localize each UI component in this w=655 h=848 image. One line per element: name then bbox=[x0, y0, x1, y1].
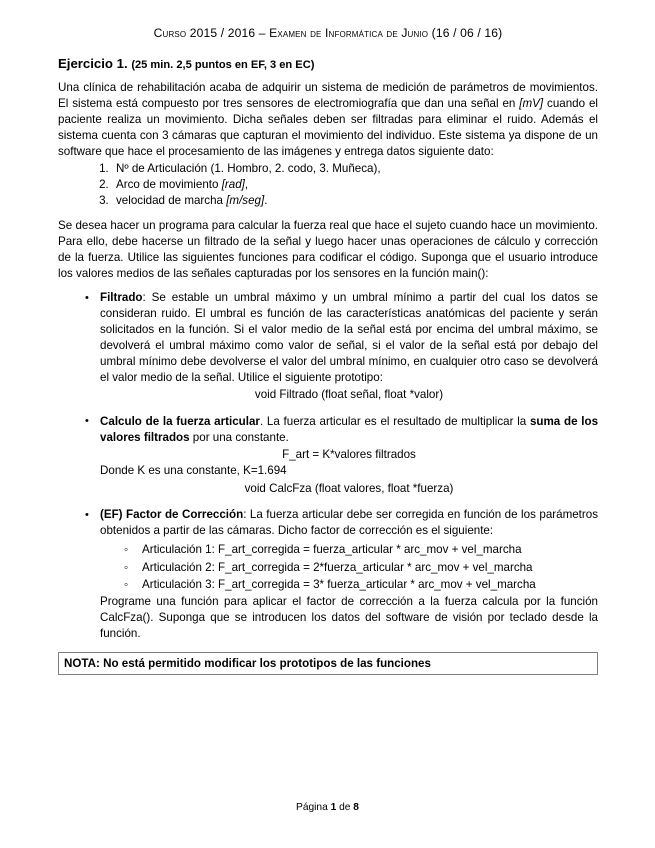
list-item-suffix: . bbox=[264, 194, 268, 208]
intro-part-2: cuando el paciente realiza un movimiento. Dicha señales deben ser filtradas para eliminar el ruido. Además el sistema cuenta con 3 cámaras que capturan el movimiento del individuo. Este sistema ya dispone de un software que hace el procesamiento de las imágenes y entrega datos siguiente dato: bbox=[58, 96, 598, 158]
bullet-filtrado bbox=[58, 290, 598, 404]
calcfza-prototype: void CalcFza (float valores, float *fuerza) bbox=[244, 481, 454, 495]
bullet-factor-label: (EF) Factor de Corrección bbox=[100, 508, 244, 522]
bullet-calculo-label: Calculo de la fuerza articular bbox=[100, 414, 260, 428]
nota-text: NOTA: No está permitido modificar los prototipos de las funciones bbox=[64, 657, 431, 670]
calculo-constant: Donde K es una constante, K=1.694 bbox=[100, 464, 287, 478]
exercise-title-main: Ejercicio 1. bbox=[58, 55, 128, 71]
factor-closing-text: Programe una función para aplicar el factor de corrección a la fuerza calcula por la función CalcFza(). Suponga que se introducen los datos del software de visión por teclado desde la función. bbox=[100, 595, 598, 640]
list-item-text: Arco de movimiento bbox=[116, 177, 222, 191]
bullet-filtrado-body: : Se estable un umbral máximo y un umbral mínimo a partir del cual los datos se consideran ruido. El umbral es función de las características anatómicas del paciente y serán solicitados en la función. Si el valor medio de la señal está por encima del umbral máximo, se devolverá el umbral máximo como valor de señal, si el valor de la señal está por debajo del umbral mínimo debe devolverse el valor del umbral mínimo, en cualquier otro caso se devolverá el valor medio de la señal. Utilice el siguiente prototipo: bbox=[100, 291, 598, 385]
nota-box bbox=[58, 652, 598, 675]
sub-list-item: ◦ Articulación 3: F_art_corregida = 3* fuerza_articular * arc_mov + vel_marcha bbox=[100, 576, 598, 593]
bullet-calculo bbox=[58, 414, 598, 498]
sub-list-item: ◦ Articulación 2: F_art_corregida = 2*fuerza_articular * arc_mov + vel_marcha bbox=[100, 559, 598, 576]
exercise-title-detail: (25 min. 2,5 puntos en EF, 3 en EC) bbox=[131, 58, 315, 71]
footer-total-pages: 8 bbox=[353, 802, 359, 813]
bullet-calculo-body-bold: suma de los valores filtrados bbox=[100, 414, 599, 444]
intro-part-1: Una clínica de rehabilitación acaba de adquirir un sistema de medición de parámetros de movimientos. El sistema está compuesto por tres sensores de electromiografía que dan una señal en bbox=[58, 80, 598, 110]
bullet-filtrado-label: Filtrado bbox=[100, 291, 143, 305]
list-item bbox=[112, 193, 598, 209]
intro-paragraph bbox=[58, 80, 598, 160]
list-item-text: velocidad de marcha bbox=[116, 194, 227, 208]
page-footer bbox=[0, 802, 655, 813]
bullet-factor-body: : La fuerza articular debe ser corregida en función de los parámetros obtenidos a partir de las cámaras. Dicho factor de corrección es el siguiente: bbox=[100, 508, 599, 538]
footer-middle: de bbox=[336, 802, 354, 813]
document-content bbox=[58, 26, 598, 675]
calculo-formula: F_art = K*valores filtrados bbox=[282, 447, 416, 461]
list-item bbox=[112, 161, 598, 177]
list-item-text: Nº de Articulación (1. Hombro, 2. codo, 3. Muñeca), bbox=[116, 161, 381, 175]
intro-unit-mv: [mV] bbox=[519, 96, 544, 110]
list-item-unit: [m/seg] bbox=[226, 194, 265, 208]
second-paragraph: Se desea hacer un programa para calcular la fuerza real que hace el sujeto cuando hace un movimiento. Para ello, debe hacerse un filtrado de la señal y luego hacer unas operaciones de cálculo y corrección de la fuerza. Utilice las siguientes funciones para codificar el código. Suponga que el usuario introduce los valores medios de las señales capturadas por los sensores en la función main(): bbox=[58, 219, 598, 281]
list-item bbox=[112, 177, 598, 193]
bullet-factor-correccion bbox=[58, 507, 598, 642]
filtrado-prototype: void Filtrado (float señal, float *valor) bbox=[254, 388, 444, 402]
bullet-calculo-body-1: . La fuerza articular es el resultado de multiplicar la bbox=[259, 414, 530, 428]
articulation-sublist bbox=[100, 541, 598, 593]
exercise-title bbox=[58, 54, 598, 74]
data-output-list bbox=[58, 161, 598, 210]
sub-list-item: ◦ Articulación 1: F_art_corregida = fuerza_articular * arc_mov + vel_marcha bbox=[100, 541, 598, 558]
footer-prefix: Página bbox=[296, 802, 331, 813]
list-item-unit: [rad] bbox=[221, 177, 245, 191]
functions-bullet-list bbox=[58, 290, 598, 642]
document-header: Curso 2015 / 2016 – Examen de Informática de Junio (16 / 06 / 16) bbox=[153, 26, 503, 40]
bullet-calculo-body-2: por una constante. bbox=[189, 430, 289, 444]
footer-page-number: 1 bbox=[330, 802, 337, 813]
list-item-suffix: , bbox=[244, 177, 249, 191]
